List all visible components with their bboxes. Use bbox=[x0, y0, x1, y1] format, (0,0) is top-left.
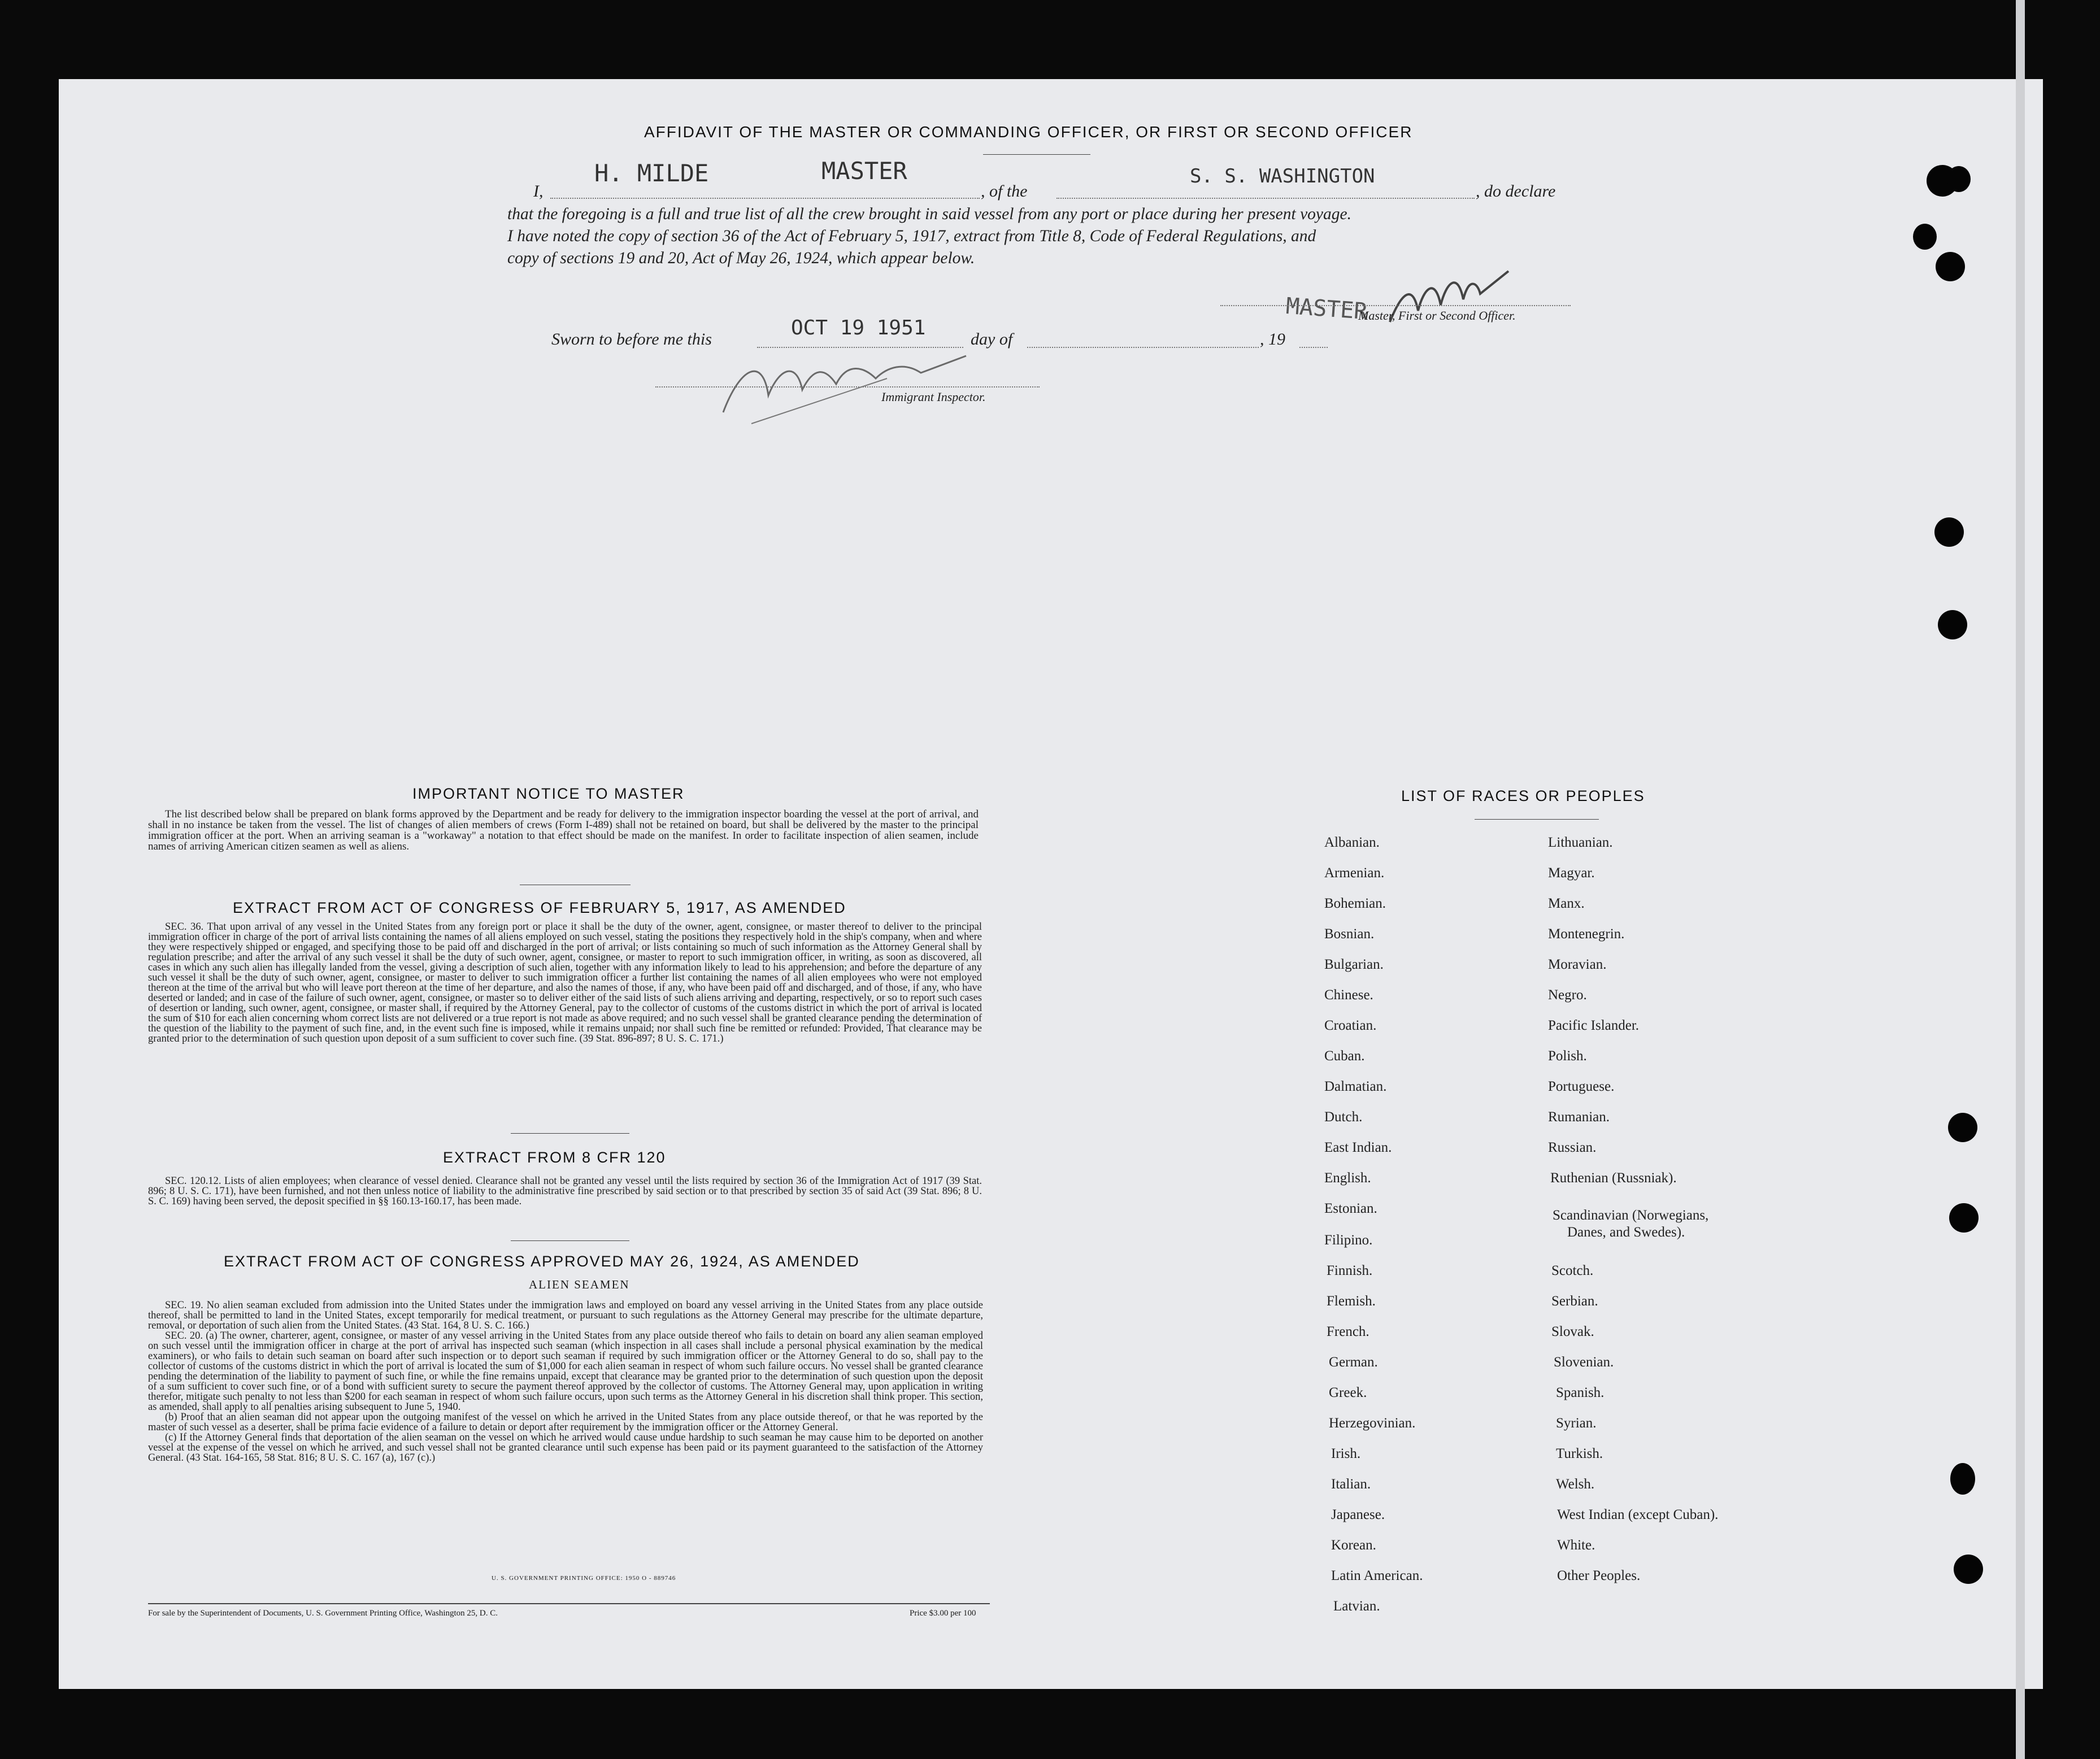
race-item: Chinese. bbox=[1324, 987, 1373, 1003]
year-line bbox=[1299, 347, 1328, 348]
affidavit-line-2: I have noted the copy of section 36 of the Act of February 5, 1917, extract from Title 8, Code of Federal Regulations, and bbox=[507, 227, 1316, 245]
race-item: Irish. bbox=[1331, 1446, 1361, 1461]
extract-1924-body bbox=[148, 1300, 983, 1463]
affidavit-line-1: that the foregoing is a full and true list of all the crew brought in said vessel from any port or place during her present voyage. bbox=[507, 205, 1351, 223]
punch-hole bbox=[1949, 1203, 1979, 1233]
day-of-label: day of bbox=[971, 330, 1013, 349]
affidavit-line-3: copy of sections 19 and 20, Act of May 26, 1924, which appear below. bbox=[507, 249, 975, 267]
footer-rule bbox=[148, 1603, 990, 1604]
punch-hole bbox=[1936, 252, 1965, 281]
race-item: Bohemian. bbox=[1324, 896, 1386, 911]
race-item: Estonian. bbox=[1324, 1201, 1377, 1216]
race-item: Portuguese. bbox=[1548, 1079, 1615, 1094]
year-prefix-label: , 19 bbox=[1260, 330, 1285, 349]
title-underline bbox=[983, 154, 1090, 155]
race-item: Bosnian. bbox=[1324, 926, 1375, 942]
race-item: Scandinavian (Norwegians, bbox=[1553, 1208, 1709, 1223]
race-item: Dalmatian. bbox=[1324, 1079, 1387, 1094]
race-item: Herzegovinian. bbox=[1329, 1416, 1416, 1431]
race-item: Ruthenian (Russniak). bbox=[1550, 1170, 1677, 1186]
race-item: Slovenian. bbox=[1554, 1355, 1614, 1370]
race-item: Pacific Islander. bbox=[1548, 1018, 1640, 1033]
race-item: Filipino. bbox=[1324, 1233, 1373, 1248]
race-item: Latin American. bbox=[1331, 1568, 1423, 1583]
race-item: Lithuanian. bbox=[1548, 835, 1613, 850]
race-item: East Indian. bbox=[1324, 1140, 1392, 1155]
sec-19-text: SEC. 19. No alien seaman excluded from admission into the United States under the immigration laws and employed on board any vessel arriving in the United States from any place outside thereof, shall be permitted to land in the United States, except temporarily for medical treatment, or pursuant to such regulations as the Attorney General may prescribe for the ultimate departure, removal, or deportation of such alien from the United States. (43 Stat. 164, 8 U. S. C. 166.) bbox=[148, 1300, 983, 1331]
race-item: Cuban. bbox=[1324, 1048, 1365, 1064]
punch-hole bbox=[1938, 610, 1967, 639]
race-item: Greek. bbox=[1329, 1385, 1367, 1400]
extract-1917-title: EXTRACT FROM ACT OF CONGRESS OF FEBRUARY 5, 1917, AS AMENDED bbox=[233, 899, 846, 916]
master-name-stamp: H. MILDE bbox=[594, 159, 709, 187]
of-the-label: , of the bbox=[981, 182, 1028, 201]
vessel-stamp: S. S. WASHINGTON bbox=[1190, 165, 1375, 188]
sworn-label: Sworn to before me this bbox=[551, 330, 712, 349]
race-item: Moravian. bbox=[1548, 957, 1607, 972]
race-item: Danes, and Swedes). bbox=[1567, 1225, 1685, 1240]
master-signature-stamp: MASTER bbox=[1285, 293, 1368, 325]
punch-hole bbox=[1948, 1113, 1977, 1142]
punch-hole bbox=[1947, 166, 1971, 192]
race-item: English. bbox=[1324, 1170, 1371, 1186]
race-item: Croatian. bbox=[1324, 1018, 1377, 1033]
officer-signature-line bbox=[1220, 305, 1571, 306]
race-item: Finnish. bbox=[1327, 1263, 1373, 1278]
punch-hole bbox=[1950, 1463, 1975, 1495]
punch-hole bbox=[1954, 1555, 1983, 1584]
sec-20b-text: (b) Proof that an alien seaman did not appear upon the outgoing manifest of the vessel on which he arrived in the United States from any place outside thereof, or that he was reported by the master of such vessel as a deserter, shall be prima facie evidence of a failure to detain or deport after requirement by the immigration officer or the Attorney General. bbox=[148, 1412, 983, 1433]
scan-edge-strip bbox=[2016, 0, 2025, 1759]
race-item: Serbian. bbox=[1551, 1294, 1598, 1309]
for-sale-note: For sale by the Superintendent of Documents, U. S. Government Printing Office, Washington 25, D. C. bbox=[148, 1609, 498, 1618]
race-item: Dutch. bbox=[1324, 1109, 1363, 1125]
race-item: Magyar. bbox=[1548, 865, 1595, 881]
sec-20a-text: SEC. 20. (a) The owner, charterer, agent, consignee, or master of any vessel arriving in the United States from any place outside thereof who fails to detain on board any alien seaman employed on such vessel until the immigration officer in charge at the port of arrival has inspected such seaman (which inspection in all cases shall include a personal physical examination by the medical examiners), or who fails to detain such seaman on board after such inspection or to deport such seaman if required by such immigration officer or the Attorney General to do so, shall pay to the collector of customs of the customs district in which the port of arrival is located the sum of $1,000 for each alien seaman in respect of whom such failure occurs. No vessel shall be granted clearance pending the determination of the liability to payment of such fine, or while the fine remains unpaid, except that clearance may be granted prior to the determination of such question upon the deposit of a sum sufficient to cover such fine, or of a bond with sufficient surety to secure the payment thereof approved by the collector of customs. The Attorney General may, upon application in writing therefor, mitigate such penalty to not less than $200 for each seaman in respect of whom such failure occurs, upon such terms as the Attorney General in his discretion shall think proper. This section, as amended, shall apply to all penalties arising subsequent to June 5, 1940. bbox=[148, 1330, 983, 1413]
affidavit-i-label: I, bbox=[533, 182, 544, 201]
races-title-underline bbox=[1475, 819, 1599, 820]
inspector-label: Immigrant Inspector. bbox=[881, 390, 986, 404]
race-item: Scotch. bbox=[1551, 1263, 1594, 1278]
race-item: Negro. bbox=[1548, 987, 1587, 1003]
race-item: Spanish. bbox=[1556, 1385, 1605, 1400]
race-item: Flemish. bbox=[1327, 1294, 1376, 1309]
race-item: West Indian (except Cuban). bbox=[1557, 1507, 1719, 1522]
race-item: Japanese. bbox=[1331, 1507, 1385, 1522]
race-item: Italian. bbox=[1331, 1477, 1371, 1492]
sec-20c-text: (c) If the Attorney General finds that deportation of the alien seaman on the vessel on which he arrived would cause undue hardship to such seaman he may cause him to be deported on another vessel at the expense of the vessel on which he arrived, and such vessel shall not be granted clearance until such expense has been paid or its payment guaranteed to the satisfaction of the Attorney General. (43 Stat. 164-165, 58 Stat. 816; 8 U. S. C. 167 (a), 167 (c).) bbox=[148, 1432, 983, 1464]
extract-1924-title: EXTRACT FROM ACT OF CONGRESS APPROVED MAY 26, 1924, AS AMENDED bbox=[224, 1253, 860, 1270]
race-item: Syrian. bbox=[1556, 1416, 1597, 1431]
divider bbox=[511, 1240, 629, 1241]
race-item: French. bbox=[1327, 1324, 1369, 1339]
officer-label: Master, First or Second Officer. bbox=[1358, 308, 1516, 323]
race-item: Armenian. bbox=[1324, 865, 1385, 881]
race-item: White. bbox=[1557, 1538, 1595, 1553]
notice-body: The list described below shall be prepared on blank forms approved by the Department and be ready for delivery to the immigration inspector boarding the vessel at the port of arrival, and shall in no instance be taken from the vessel. The list of changes of alien members of crews (Form I-489) shall not be retained on board, but shall be delivered by the master to the principal immigration officer at the port. When an arriving seaman is a "workaway" a notation to that effect should be made on the manifest. In order to facilitate inspection of alien seamen, include names of arriving American citizen seamen as well as aliens. bbox=[148, 808, 979, 852]
extract-1924-subtitle: ALIEN SEAMEN bbox=[529, 1278, 630, 1291]
rank-stamp: MASTER bbox=[821, 157, 907, 185]
race-item: Slovak. bbox=[1551, 1324, 1594, 1339]
race-item: Turkish. bbox=[1556, 1446, 1603, 1461]
race-item: Montenegrin. bbox=[1548, 926, 1625, 942]
inspector-line bbox=[655, 386, 1040, 387]
divider bbox=[511, 1133, 629, 1134]
extract-cfr-body: SEC. 120.12. Lists of alien employees; when clearance of vessel denied. Clearance shall not be granted any vessel until the lists required by section 36 of the Immigration Act of 1917 (39 Stat. 896; 8 U. S. C. 171), have been furnished, and not then unless notice of liability to the administrative fine prescribed by said section or to that prescribed by section 35 of said Act (39 Stat. 896; 8 U. S. C. 169) having been served, the deposit specified in §§ 160.13-160.17, has been made. bbox=[148, 1175, 982, 1207]
punch-hole bbox=[1934, 517, 1964, 547]
price-note: Price $3.00 per 100 bbox=[910, 1609, 976, 1618]
scan-border-top bbox=[0, 0, 2100, 79]
races-title: LIST OF RACES OR PEOPLES bbox=[1401, 787, 1645, 804]
race-item: Korean. bbox=[1331, 1538, 1376, 1553]
race-item: Rumanian. bbox=[1548, 1109, 1610, 1125]
month-line bbox=[1027, 347, 1259, 348]
race-item: Welsh. bbox=[1556, 1477, 1595, 1492]
race-item: Russian. bbox=[1548, 1140, 1597, 1155]
race-item: Albanian. bbox=[1324, 835, 1380, 850]
name-line bbox=[550, 198, 980, 199]
race-item: Latvian. bbox=[1333, 1599, 1380, 1614]
extract-cfr-title: EXTRACT FROM 8 CFR 120 bbox=[443, 1149, 666, 1166]
do-declare-label: , do declare bbox=[1476, 182, 1556, 201]
affidavit-title: AFFIDAVIT OF THE MASTER OR COMMANDING OFFICER, OR FIRST OR SECOND OFFICER bbox=[644, 123, 1413, 141]
race-item: German. bbox=[1329, 1355, 1378, 1370]
sworn-date-stamp: OCT 19 1951 bbox=[791, 316, 926, 339]
race-item: Polish. bbox=[1548, 1048, 1587, 1064]
race-item: Other Peoples. bbox=[1557, 1568, 1641, 1583]
vessel-line bbox=[1056, 198, 1475, 199]
extract-1917-body: SEC. 36. That upon arrival of any vessel in the United States from any foreign port or place it shall be the duty of the owner, agent, consignee, or master thereof to deliver to the principal immigration officer in charge of the port of arrival lists containing the names of all aliens employed on such vessel, stating the positions they respectively hold in the ship's company, when and where they were respectively shipped or engaged, and specifying those to be paid off and discharged in the port of arrival; or lists containing so much of such information as the Attorney General shall by regulation prescribe; and after the arrival of any such vessel it shall be the duty of such owner, agent, consignee, or master to report to such immigration officer, in writing, as soon as discovered, all cases in which any such alien has illegally landed from the vessel, giving a description of such alien, together with any information likely to lead to his apprehension; and before the departure of any such vessel it shall be the duty of such owner, agent, consignee, or master to deliver to such immigration officer a further list containing the names of all alien employees who were not employed thereon at the time of the arrival but who will leave port thereon at the time of her departure, and also the names of those, if any, who have been paid off and discharged, and of those, if any, who have deserted or landed; and in case of the failure of such owner, agent, consignee, or master so to deliver either of the said lists of such aliens arriving and departing, respectively, or so to report such cases of desertion or landing, such owner, agent, consignee, or master shall, if required by the Attorney General, pay to the collector of customs of the customs district in which the port of arrival is located the sum of $10 for each alien concerning whom correct lists are not delivered or a true report is not made as above required; and no such vessel shall be granted clearance pending the determination of the question of the liability to the payment of such fine, and, in the event such fine is imposed, while it remains unpaid; nor shall such fine be remitted or refunded: Provided, That clearance may be granted prior to the determination of such question upon deposit of a sum sufficient to cover such fine. (39 Stat. 896-897; 8 U. S. C. 171.) bbox=[148, 921, 982, 1044]
race-item: Manx. bbox=[1548, 896, 1585, 911]
gpo-imprint: U. S. GOVERNMENT PRINTING OFFICE: 1950 O - 889746 bbox=[492, 1575, 676, 1582]
race-item: Bulgarian. bbox=[1324, 957, 1384, 972]
notice-title: IMPORTANT NOTICE TO MASTER bbox=[412, 785, 685, 802]
punch-hole bbox=[1913, 224, 1937, 250]
